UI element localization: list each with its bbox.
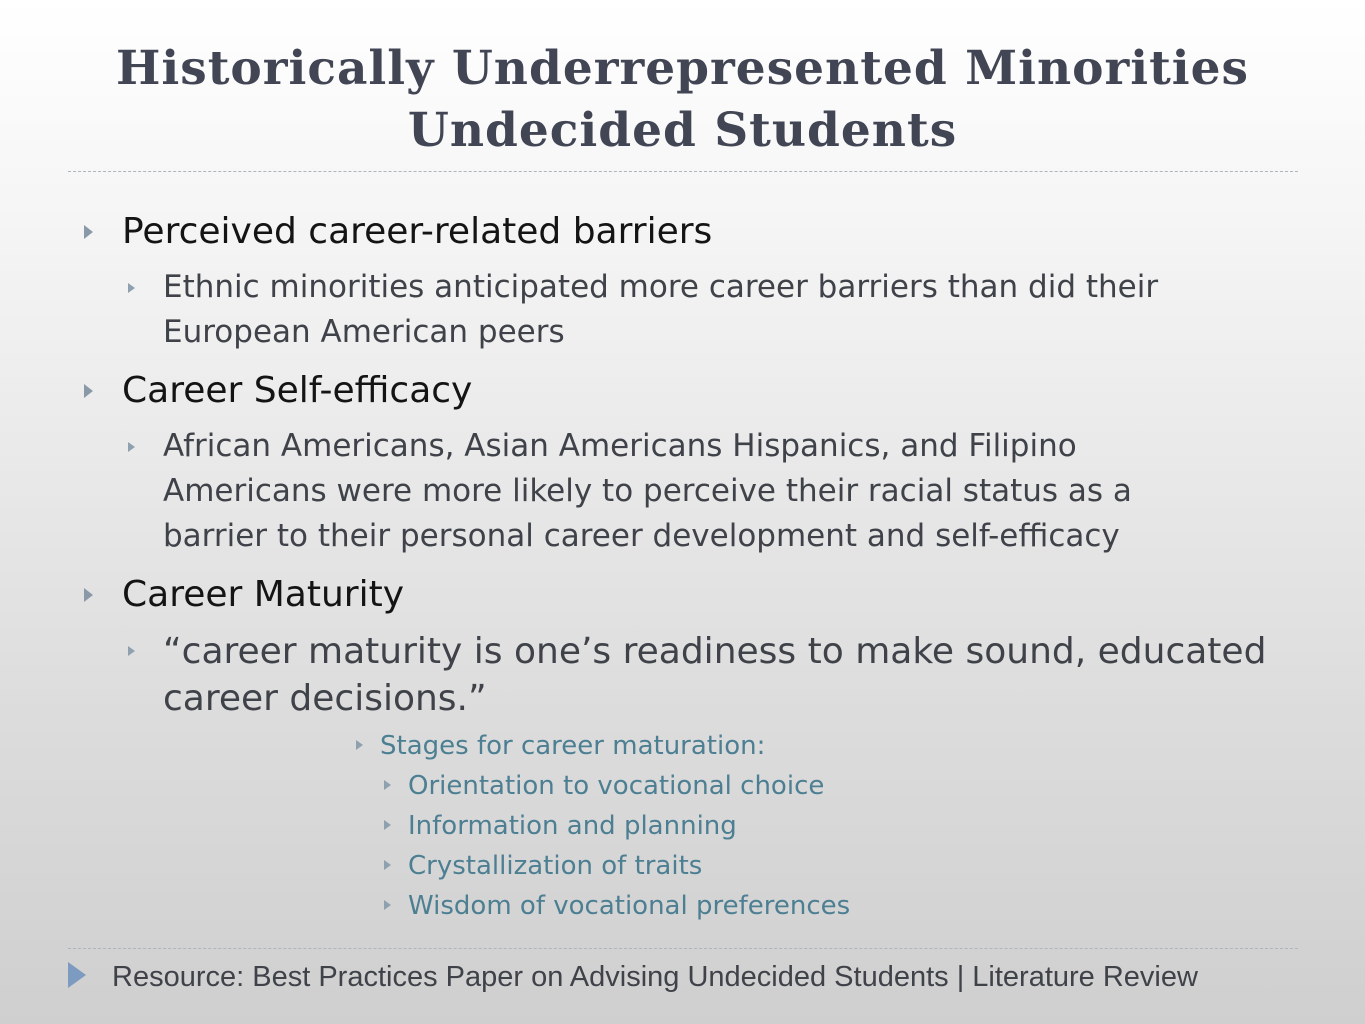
footer-resource: Resource: Best Practices Paper on Advising Undecided Students | Literature Review bbox=[112, 961, 1198, 993]
sub-bullet-line: barrier to their personal career development and self-efficacy bbox=[163, 518, 1120, 554]
bullet-arrow-icon bbox=[384, 900, 391, 910]
sub-bullet-african-americans bbox=[128, 424, 1132, 559]
sub-bullet-line: “career maturity is one’s readiness to make sound, educated bbox=[163, 631, 1267, 672]
stages-heading bbox=[356, 726, 765, 766]
footer-divider bbox=[68, 948, 1298, 949]
sub-bullet-line: European American peers bbox=[163, 314, 565, 350]
bullet-career-maturity bbox=[84, 572, 404, 618]
bullet-arrow-icon bbox=[84, 588, 93, 602]
bullet-arrow-icon bbox=[384, 860, 391, 870]
stage-item-text: Crystallization of traits bbox=[408, 851, 703, 881]
sub-bullet-text bbox=[163, 424, 1132, 559]
stage-item-text: Wisdom of vocational preferences bbox=[408, 891, 851, 921]
bullet-perceived-barriers bbox=[84, 209, 712, 255]
footer-arrow-icon bbox=[68, 962, 86, 988]
sub-bullet-line: Ethnic minorities anticipated more career barriers than did their bbox=[163, 269, 1159, 305]
slide-title bbox=[0, 38, 1365, 162]
stage-item bbox=[384, 766, 824, 806]
stage-item bbox=[384, 846, 702, 886]
bullet-arrow-icon bbox=[128, 646, 135, 656]
bullet-arrow-icon bbox=[128, 283, 135, 293]
stage-item bbox=[384, 886, 850, 926]
bullet-arrow-icon bbox=[84, 225, 93, 239]
sub-bullet-line: African Americans, Asian Americans Hispanics, and Filipino bbox=[163, 428, 1077, 464]
sub-bullet-text bbox=[163, 628, 1266, 722]
stage-item-text: Orientation to vocational choice bbox=[408, 771, 825, 801]
bullet-arrow-icon bbox=[128, 442, 135, 452]
bullet-career-self-efficacy bbox=[84, 368, 472, 414]
title-divider bbox=[68, 171, 1298, 172]
bullet-arrow-icon bbox=[356, 740, 363, 750]
stage-item bbox=[384, 806, 737, 846]
sub-bullet-ethnic-minorities bbox=[128, 265, 1158, 355]
title-line-1: Historically Underrepresented Minorities bbox=[115, 41, 1250, 96]
bullet-arrow-icon bbox=[84, 384, 93, 398]
stage-item-text: Information and planning bbox=[408, 811, 737, 841]
sub-bullet-line: career decisions.” bbox=[163, 678, 487, 719]
stages-heading-text: Stages for career maturation: bbox=[380, 731, 766, 761]
sub-bullet-career-maturity-quote bbox=[128, 628, 1266, 722]
bullet-label: Career Self-efficacy bbox=[122, 370, 473, 411]
sub-bullet-text bbox=[163, 265, 1158, 355]
bullet-label: Perceived career-related barriers bbox=[122, 211, 713, 252]
bullet-arrow-icon bbox=[384, 780, 391, 790]
bullet-label: Career Maturity bbox=[122, 574, 405, 615]
sub-bullet-line: Americans were more likely to perceive their racial status as a bbox=[163, 473, 1132, 509]
title-line-2: Undecided Students bbox=[407, 103, 958, 158]
bullet-arrow-icon bbox=[384, 820, 391, 830]
